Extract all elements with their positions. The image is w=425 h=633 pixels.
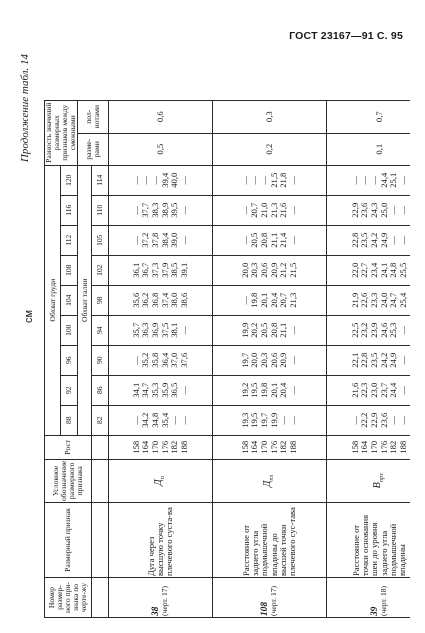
feature-number: 38 (150, 606, 161, 616)
diff-full-value: 0,3 (213, 100, 327, 133)
header-diff-group: Разность значений размерных признаков между смежными (45, 100, 78, 165)
feature-number: 39 (369, 606, 380, 616)
feature-symbol: $Д_{пз}$ (213, 459, 327, 502)
height-list: 158 164 170 176 182 188 (109, 435, 213, 459)
value-column: 22,0 22,7 23,4 24,1 24,8 25,5 (327, 255, 411, 285)
value-column: 35,6 36,2 36,8 37,4 38,0 38,6 (109, 285, 213, 315)
rotated-content (14, 48, 410, 623)
table-row (327, 100, 411, 617)
header-chest-value: 88 (61, 405, 78, 435)
feature-name: Расстояние от заднего угла подмышечной впадины до высшей точки плечевого сус-тава (213, 503, 327, 578)
value-column: 19,3 19,5 19,7 19,9 — — (213, 405, 327, 435)
header-chest-group: Обхват груди (45, 165, 61, 435)
table-row (109, 100, 213, 617)
feature-name: Расстояние от точки основания шеи до уровня заднего угла подмышечной впадины (327, 503, 411, 578)
header-symbol-spacer (92, 435, 109, 459)
value-column: — — — 24,4 25,1 — (327, 165, 411, 195)
value-column: 21,9 22,6 23,3 24,0 24,7 25,4 (327, 285, 411, 315)
header-chest-value: 104 (61, 285, 78, 315)
header-diff-full: пол-нотами (78, 100, 109, 133)
value-column: — 37,7 38,3 38,9 39,5 — (109, 195, 213, 225)
diff-size-value: 0,1 (327, 133, 411, 165)
value-column: 22,8 23,5 24,2 24,9 — — (327, 225, 411, 255)
value-column: 21,6 22,3 23,0 23,7 24,4 — (327, 375, 411, 405)
value-column: — 37,2 37,8 38,4 39,0 — (109, 225, 213, 255)
value-column: 22,5 23,2 23,9 24,6 25,3 — (327, 315, 411, 345)
value-column: 36,1 36,7 37,3 37,9 38,5 39,1 (109, 255, 213, 285)
table-continuation-caption: Продолжение табл. 14 (19, 54, 31, 163)
value-column: — 34,2 34,8 35,4 — — (109, 405, 213, 435)
header-waist-value: 86 (92, 375, 109, 405)
drawing-ref: (черт. 18) (379, 585, 389, 616)
value-column: 19,2 19,5 19,8 20,1 20,4 — (213, 375, 327, 405)
header-chest-value: 112 (61, 225, 78, 255)
header-number: Номер размер-ного при-знака по черте-жу (45, 578, 92, 618)
table-body (109, 100, 411, 617)
value-column: — 20,7 21,0 21,3 21,6 — (213, 195, 327, 225)
value-column: 22,1 22,8 23,5 24,2 24,9 — (327, 345, 411, 375)
page-header: ГОСТ 23167—91 С. 95 (289, 30, 403, 42)
value-column: — 20,5 20,8 21,1 21,4 — (213, 225, 327, 255)
feature-name: Дуга через высшую точку плечевого суста-ва (109, 503, 213, 578)
value-column: 19,7 20,0 20,3 20,6 20,9 — (213, 345, 327, 375)
value-column: 22,9 23,6 24,3 25,0 — — (327, 195, 411, 225)
header-waist-value: 105 (92, 225, 109, 255)
header-waist-value: 110 (92, 195, 109, 225)
value-column: 34,1 34,7 35,3 35,9 36,5 — (109, 375, 213, 405)
header-waist-value: 114 (92, 165, 109, 195)
value-column: 19,9 20,2 20,5 20,8 21,1 — (213, 315, 327, 345)
feature-symbol: $В_{прз}$ (327, 459, 411, 502)
header-chest-value: 120 (61, 165, 78, 195)
value-column: 20,0 20,3 20,6 20,9 21,2 21,5 (213, 255, 327, 285)
header-chest-value: 100 (61, 315, 78, 345)
header-chest-value: 92 (61, 375, 78, 405)
header-symbol: Условное обозначение размерного признака (45, 459, 92, 502)
unit-label: см (23, 309, 35, 323)
value-column: — — — 21,5 21,8 — (213, 165, 327, 195)
header-symbol-spacer (92, 503, 109, 578)
diff-full-value: 0,7 (327, 100, 411, 133)
header-feature: Размерный признак (45, 503, 92, 578)
diff-full-value: 0,6 (109, 100, 213, 133)
table-row (213, 100, 327, 617)
rotated-page-area (14, 48, 410, 623)
height-list: 158 164 170 176 182 188 (327, 435, 411, 459)
diff-size-value: 0,5 (109, 133, 213, 165)
feature-number: 108 (259, 601, 270, 616)
header-symbol-spacer (92, 459, 109, 502)
header-symbol-spacer (92, 578, 109, 618)
height-list: 158 164 170 176 182 188 (213, 435, 327, 459)
header-height: Рост (45, 435, 92, 459)
header-waist-value: 94 (92, 315, 109, 345)
header-waist-value: 82 (92, 405, 109, 435)
header-chest-value: 96 (61, 345, 78, 375)
header-waist-value: 102 (92, 255, 109, 285)
drawing-ref: (черт. 17) (160, 585, 170, 616)
header-waist-group: Обхват талии (78, 165, 92, 435)
header-waist-value: 98 (92, 285, 109, 315)
size-table (44, 100, 410, 618)
header-diff-size: разме-рами (78, 133, 109, 165)
value-column: — 19,8 20,1 20,4 20,7 21,3 (213, 285, 327, 315)
value-column: — 22,2 22,9 23,6 — — (327, 405, 411, 435)
header-waist-value: 90 (92, 345, 109, 375)
value-column: 35,7 36,3 36,9 37,5 38,1 — (109, 315, 213, 345)
diff-size-value: 0,2 (213, 133, 327, 165)
header-chest-value: 116 (61, 195, 78, 225)
feature-symbol: $Д_п$ (109, 459, 213, 502)
value-column: — 35,2 35,8 36,4 37,0 37,6 (109, 345, 213, 375)
value-column: — — — 39,4 40,0 — (109, 165, 213, 195)
header-chest-value: 108 (61, 255, 78, 285)
drawing-ref: (черт. 17) (269, 585, 279, 616)
